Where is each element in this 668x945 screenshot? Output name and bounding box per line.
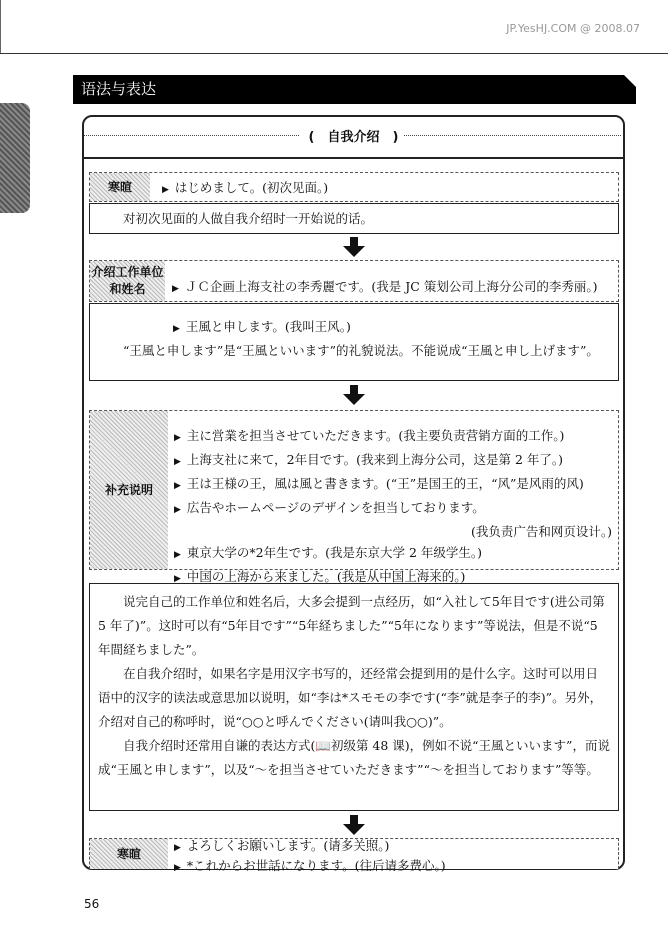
section-label: 补充说明 bbox=[90, 411, 168, 569]
page-number: 56 bbox=[84, 897, 100, 911]
note-paragraph: 在自我介绍时，如果名字是用汉字书写的，还经常会提到用的是什么字。这时可以用日语中的汉字的读法或意思加以说明，如“李は*スモモの李です(“李”就是李子的李)”。另外，介绍对自己的称呼时，说“○○と呼んでください(请叫我○○)”。 bbox=[98, 666, 603, 729]
page-edge bbox=[0, 0, 1, 53]
frame-title: ( 自我介绍 ) bbox=[308, 130, 399, 145]
self-intro-frame bbox=[82, 115, 625, 873]
triangle-bullet-icon: ▶ bbox=[162, 185, 169, 195]
triangle-bullet-icon: ▶ bbox=[174, 433, 181, 443]
example-line: ▶ 中国の上海から来ました。(我是从中国上海来的。) bbox=[174, 566, 612, 590]
triangle-bullet-icon: ▶ bbox=[174, 505, 181, 515]
section-label: 寒暄 bbox=[90, 173, 150, 201]
example-line: ▶ 王風と申します。(我叫王风。) bbox=[98, 316, 610, 340]
note-box bbox=[89, 583, 619, 811]
note-paragraph: “王風と申します”是“王風といいます”的礼貌说法。不能说成“王風と申し上げます”。 bbox=[123, 343, 599, 358]
frame-title-row bbox=[84, 117, 623, 159]
section-closing bbox=[89, 838, 619, 873]
triangle-bullet-icon: ▶ bbox=[174, 457, 181, 467]
note-box bbox=[89, 203, 619, 234]
triangle-bullet-icon: ▶ bbox=[173, 324, 180, 334]
banner-title: 语法与表达 bbox=[81, 80, 157, 98]
section-lines bbox=[162, 178, 612, 200]
triangle-bullet-icon: ▶ bbox=[174, 550, 181, 560]
triangle-bullet-icon: ▶ bbox=[174, 863, 181, 873]
section-lines bbox=[174, 837, 612, 877]
down-arrow-icon bbox=[343, 815, 365, 835]
section-label: 寒暄 bbox=[90, 839, 168, 869]
down-arrow-icon bbox=[343, 385, 365, 405]
triangle-bullet-icon: ▶ bbox=[172, 284, 179, 294]
section-greeting bbox=[89, 172, 619, 202]
example-line-continuation: (我负责广告和网页设计。) bbox=[470, 524, 612, 539]
note-paragraph: 说完自己的工作单位和姓名后，大多会提到一点经历，如“入社して5年目です(进公司第 5 年了)”。这时可以有“5年目です”“5年経ちました”“5年になります”等说法，但是不说“5年間経ちました”。 bbox=[98, 594, 605, 657]
example-line: ▶ はじめまして。(初次见面。) bbox=[162, 178, 612, 200]
example-line: ▶ 王は王様の王，風は風と書きます。(“王”是国王的王，“风”是风雨的风) bbox=[174, 473, 612, 497]
example-line: ▶ 主に営業を担当させていただきます。(我主要负责营销方面的工作。) bbox=[174, 425, 612, 449]
triangle-bullet-icon: ▶ bbox=[174, 481, 181, 491]
section-lines bbox=[172, 277, 612, 299]
section-label: 介绍工作单位和姓名 bbox=[90, 261, 165, 301]
example-line: ▶ 広告やホームページのデザインを担当しております。 bbox=[174, 497, 612, 521]
section-lines bbox=[174, 425, 612, 590]
chapter-side-tab bbox=[0, 103, 30, 213]
triangle-bullet-icon: ▶ bbox=[174, 574, 181, 584]
note-paragraph: 自我介绍时还常用自谦的表达方式(📖初级第 48 课)，例如不说“王風といいます”，而说成“王風と申します”，以及“～を担当させていただきます”“～を担当しております”等等。 bbox=[98, 738, 610, 777]
section-supplement bbox=[89, 410, 619, 584]
example-line: ▶ よろしくお願いします。(请多关照。) bbox=[174, 837, 612, 857]
watermark: JP.YesHJ.COM @ 2008.07 bbox=[506, 22, 640, 35]
page-fold-icon bbox=[624, 75, 636, 87]
note-box bbox=[89, 303, 619, 381]
down-arrow-icon bbox=[343, 237, 365, 257]
section-company-name bbox=[89, 260, 619, 302]
example-line: ▶ *これからお世話になります。(往后请多费心。) bbox=[174, 857, 612, 877]
header-rule bbox=[0, 53, 668, 54]
example-line: ▶ 上海支社に来て，2年目です。(我来到上海分公司，这是第 2 年了。) bbox=[174, 449, 612, 473]
triangle-bullet-icon: ▶ bbox=[174, 843, 181, 853]
example-line: ▶ 東京大学の*2年生です。(我是东京大学 2 年级学生。) bbox=[174, 542, 612, 566]
note-paragraph: 对初次见面的人做自我介绍时一开始说的话。 bbox=[123, 211, 374, 226]
example-line: ▶ ＪＣ企画上海支社の李秀麗です。(我是 JC 策划公司上海分公司的李秀丽。) bbox=[172, 277, 612, 299]
section-banner bbox=[73, 75, 636, 104]
